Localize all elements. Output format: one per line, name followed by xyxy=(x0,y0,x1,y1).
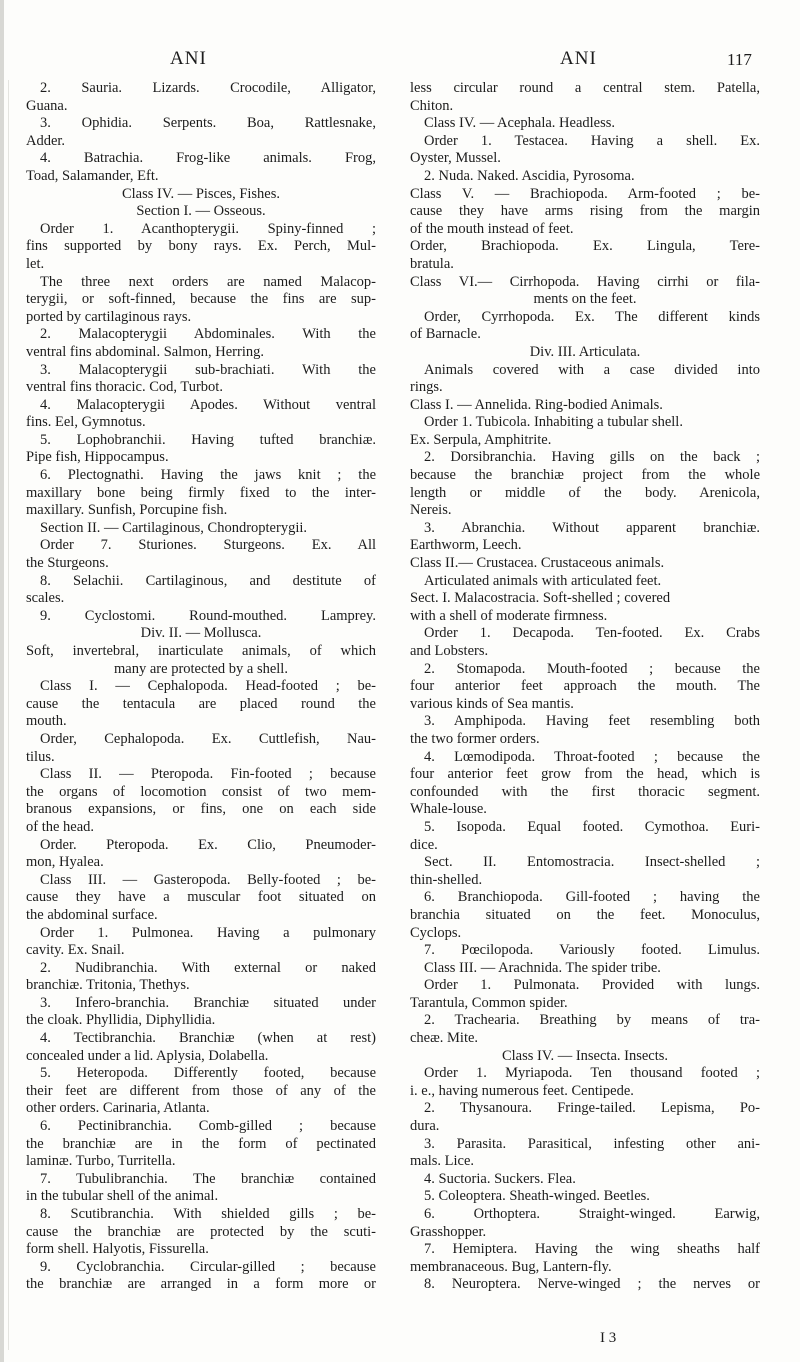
text-line: 7. Hemiptera. Having the wing sheaths half xyxy=(424,1241,760,1258)
text-line: Articulated animals with articulated feet. xyxy=(424,572,662,589)
text-line: Nereis. xyxy=(410,502,452,519)
text-line: cheæ. Mite. xyxy=(410,1030,479,1047)
text-line: cause the tentacula are placed round the xyxy=(26,695,376,712)
text-line: 9. Cyclostomi. Round-mouthed. Lamprey. xyxy=(40,607,376,624)
text-line: Class II. — Pteropoda. Fin-footed ; because xyxy=(40,766,376,783)
text-line: Div. III. Articulata. xyxy=(529,343,641,360)
text-line: 2. Thysanoura. Fringe-tailed. Lepisma, Po- xyxy=(424,1100,760,1117)
text-line: the abdominal surface. xyxy=(26,906,158,923)
text-line: ventral fins abdominal. Salmon, Herring. xyxy=(26,343,264,360)
running-head-left: ANI xyxy=(170,48,207,69)
text-line: Guana. xyxy=(26,97,68,114)
text-line: 8. Selachii. Cartilaginous, and destitute of xyxy=(40,572,376,589)
text-line: Class IV. — Acephala. Headless. xyxy=(424,115,616,132)
text-line: Class I. — Cephalopoda. Head-footed ; be- xyxy=(40,678,376,695)
text-line: with a shell of moderate firmness. xyxy=(410,607,608,624)
text-line: 6. Plectognathi. Having the jaws knit ; the xyxy=(40,467,376,484)
text-line: Earthworm, Leech. xyxy=(410,537,522,554)
text-line: rings. xyxy=(410,379,443,396)
text-line: i. e., having numerous feet. Centipede. xyxy=(410,1082,634,1099)
text-line: 6. Branchiopoda. Gill-footed ; having the xyxy=(424,889,760,906)
text-line: 3. Infero-branchia. Branchiæ situated under xyxy=(40,994,376,1011)
text-column-right xyxy=(410,80,760,1358)
text-line: membranaceous. Bug, Lantern-fly. xyxy=(410,1258,612,1275)
text-line: Order 1. Decapoda. Ten-footed. Ex. Crabs xyxy=(424,625,760,642)
text-line: Order 1. Pulmonea. Having a pulmonary xyxy=(40,924,376,941)
text-line: mouth. xyxy=(26,713,67,730)
text-line: less circular round a central stem. Patella, xyxy=(410,80,760,96)
text-line: the cloak. Phyllidia, Diphyllidia. xyxy=(26,1012,216,1029)
text-line: branous expansions, or fins, one on each side xyxy=(26,801,376,818)
text-line: 6. Pectinibranchia. Comb-gilled ; because xyxy=(40,1118,376,1135)
text-line: confounded with the first thoracic segment. xyxy=(410,783,760,800)
text-line: Order 1. Testacea. Having a shell. Ex. xyxy=(424,132,760,149)
text-line: Soft, invertebral, inarticulate animals, of which xyxy=(26,643,376,659)
text-line: fins. Eel, Gymnotus. xyxy=(26,414,146,431)
signature-mark: I 3 xyxy=(600,1330,617,1346)
text-line: Class III. — Arachnida. The spider tribe. xyxy=(424,959,661,976)
text-line: Order 1. Pulmonata. Provided with lungs. xyxy=(424,977,760,994)
text-line: form shell. Halyotis, Fissurella. xyxy=(26,1241,209,1258)
text-line: 4. Batrachia. Frog-like animals. Frog, xyxy=(40,150,376,167)
text-line: the branchiæ are in the form of pectinated xyxy=(26,1135,376,1152)
text-line: 2. Trachearia. Breathing by means of tra- xyxy=(424,1012,760,1029)
text-line: Animals covered with a case divided into xyxy=(424,361,760,378)
text-line: 2. Malacopterygii Abdominales. With the xyxy=(40,326,376,343)
text-line: other orders. Carinaria, Atlanta. xyxy=(26,1100,210,1117)
text-line: fins supported by bony rays. Ex. Perch, Mul- xyxy=(26,238,376,255)
text-line: maxillary. Sunfish, Porcupine fish. xyxy=(26,502,228,519)
text-line: branchiæ. Tritonia, Thethys. xyxy=(26,977,190,994)
text-line: Toad, Salamander, Eft. xyxy=(26,167,159,184)
text-line: Tarantula, Common spider. xyxy=(410,994,568,1011)
text-line: 5. Isopoda. Equal footed. Cymothoa. Euri- xyxy=(424,818,760,835)
text-line: tilus. xyxy=(26,748,55,765)
text-line: Order 1. Tubicola. Inhabiting a tubular shell. xyxy=(424,414,683,431)
text-line: Pipe fish, Hippocampus. xyxy=(26,449,169,466)
text-line: Class VI.— Cirrhopoda. Having cirrhi or fila- xyxy=(410,273,760,290)
text-line: Div. II. — Mollusca. xyxy=(140,625,262,642)
text-line: Order 1. Myriapoda. Ten thousand footed ; xyxy=(424,1065,760,1082)
text-line: cause they have arms rising from the margin xyxy=(410,203,760,220)
text-line: Section I. — Osseous. xyxy=(136,203,266,220)
text-line: the two former orders. xyxy=(410,730,540,747)
text-line: scales. xyxy=(26,590,65,607)
text-line: 8. Scutibranchia. With shielded gills ; be- xyxy=(40,1206,376,1222)
text-line: ventral fins thoracic. Cod, Turbot. xyxy=(26,379,223,396)
text-line: Class II.— Crustacea. Crustaceous animals. xyxy=(410,555,665,572)
text-line: Class I. — Annelida. Ring-bodied Animals. xyxy=(410,396,663,413)
text-line: 4. Suctoria. Suckers. Flea. xyxy=(424,1170,576,1187)
text-line: dice. xyxy=(410,836,438,853)
text-line: ported by cartilaginous rays. xyxy=(26,308,192,325)
text-line: 2. Nudibranchia. With external or naked xyxy=(40,959,376,976)
text-line: 2. Sauria. Lizards. Crocodile, Alligator, xyxy=(40,80,376,96)
text-line: 2. Dorsibranchia. Having gills on the back ; xyxy=(424,449,760,466)
text-line: concealed under a lid. Aplysia, Dolabella. xyxy=(26,1047,269,1064)
page-binding-edge xyxy=(0,0,4,1362)
text-line: mon, Hyalea. xyxy=(26,854,104,871)
text-line: four anterior feet grow from the head, which is xyxy=(410,766,760,783)
text-line: Grasshopper. xyxy=(410,1223,487,1240)
text-line: 4. Lœmodipoda. Throat-footed ; because the xyxy=(424,748,760,765)
text-line: in the tubular shell of the animal. xyxy=(26,1188,219,1205)
text-line: The three next orders are named Malacop- xyxy=(40,273,376,290)
text-line: 5. Heteropoda. Differently footed, because xyxy=(40,1065,376,1082)
text-line: the branchiæ are arranged in a form more or xyxy=(26,1276,376,1293)
text-line: laminæ. Turbo, Turritella. xyxy=(26,1153,176,1170)
text-line: 4. Malacopterygii Apodes. Without ventral xyxy=(40,396,376,413)
text-line: 6. Orthoptera. Straight-winged. Earwig, xyxy=(424,1206,760,1222)
text-line: their feet are different from those of any of the xyxy=(26,1082,376,1099)
text-line: 7. Pœcilopoda. Variously footed. Limulus. xyxy=(424,942,760,959)
text-line: 3. Amphipoda. Having feet resembling both xyxy=(424,713,760,730)
text-line: Sect. II. Entomostracia. Insect-shelled ; xyxy=(424,854,760,871)
text-line: 3. Abranchia. Without apparent branchiæ. xyxy=(424,519,760,536)
text-line: branchia situated on the feet. Monoculus, xyxy=(410,906,760,923)
text-line: various kinds of Sea mantis. xyxy=(410,695,574,712)
text-line: let. xyxy=(26,255,45,272)
text-line: 4. Tectibranchia. Branchiæ (when at rest) xyxy=(40,1030,376,1047)
text-line: 3. Malacopterygii sub-brachiati. With the xyxy=(40,361,376,378)
text-line: and Lobsters. xyxy=(410,643,489,659)
text-line: bratula. xyxy=(410,255,454,272)
text-line: the organs of locomotion consist of two mem- xyxy=(26,783,376,800)
text-line: 3. Parasita. Parasitical, infesting other ani- xyxy=(424,1135,760,1152)
text-line: Cyclops. xyxy=(410,924,462,941)
text-line: Sect. I. Malacostracia. Soft-shelled ; covered xyxy=(410,590,671,607)
text-line: 2. Nuda. Naked. Ascidia, Pyrosoma. xyxy=(424,167,635,184)
text-line: 5. Coleoptera. Sheath-winged. Beetles. xyxy=(424,1188,650,1205)
text-line: Order, Cyrrhopoda. Ex. The different kinds xyxy=(424,308,760,325)
text-line: many are protected by a shell. xyxy=(114,660,288,677)
text-line: Order, Brachiopoda. Ex. Lingula, Tere- xyxy=(410,238,760,255)
text-line: Ex. Serpula, Amphitrite. xyxy=(410,431,552,448)
text-line: cause the branchiæ are protected by the scuti- xyxy=(26,1223,376,1240)
text-line: Adder. xyxy=(26,132,66,149)
text-line: 5. Lophobranchii. Having tufted branchiæ. xyxy=(40,431,376,448)
text-line: 3. Ophidia. Serpents. Boa, Rattlesnake, xyxy=(40,115,376,132)
text-line: because the branchiæ project from the whole xyxy=(410,467,760,484)
text-line: 9. Cyclobranchia. Circular-gilled ; because xyxy=(40,1258,376,1275)
text-line: Whale-louse. xyxy=(410,801,487,818)
text-line: the Sturgeons. xyxy=(26,555,109,572)
text-column-left xyxy=(26,80,376,1358)
text-line: mals. Lice. xyxy=(410,1153,475,1170)
text-line: Order 1. Acanthopterygii. Spiny-finned ; xyxy=(40,220,376,237)
text-line: 2. Stomapoda. Mouth-footed ; because the xyxy=(424,660,760,677)
text-line: dura. xyxy=(410,1118,440,1135)
text-line: Chiton. xyxy=(410,97,454,114)
text-line: Class V. — Brachiopoda. Arm-footed ; be- xyxy=(410,185,760,202)
text-line: 8. Neuroptera. Nerve-winged ; the nerves or xyxy=(424,1276,760,1293)
text-line: Section II. — Cartilaginous, Chondropterygii. xyxy=(40,519,308,536)
text-line: of the head. xyxy=(26,818,95,835)
text-line: Order, Cephalopoda. Ex. Cuttlefish, Nau- xyxy=(40,730,376,747)
text-line: cause they have a muscular foot situated on xyxy=(26,889,376,906)
text-line: Order 7. Sturiones. Sturgeons. Ex. All xyxy=(40,537,376,554)
page-number: 117 xyxy=(727,50,752,69)
text-line: Oyster, Mussel. xyxy=(410,150,501,167)
text-line: length or middle of the body. Arenicola, xyxy=(410,484,760,501)
running-head-right: ANI xyxy=(560,48,597,69)
text-line: 7. Tubulibranchia. The branchiæ contained xyxy=(40,1170,376,1187)
text-line: Class IV. — Insecta. Insects. xyxy=(501,1047,669,1064)
text-line: ments on the feet. xyxy=(533,291,637,308)
text-line: cavity. Ex. Snail. xyxy=(26,942,125,959)
text-line: maxillary bone being firmly fixed to the inter- xyxy=(26,484,376,501)
text-line: of the mouth instead of feet. xyxy=(410,220,574,237)
text-line: terygii, or soft-finned, because the fins are sup- xyxy=(26,291,376,308)
text-line: four anterior feet approach the mouth. The xyxy=(410,678,760,695)
text-line: Order. Pteropoda. Ex. Clio, Pneumoder- xyxy=(40,836,376,853)
margin-rule xyxy=(8,80,9,1350)
text-line: of Barnacle. xyxy=(410,326,481,343)
text-line: thin-shelled. xyxy=(410,871,483,888)
text-line: Class IV. — Pisces, Fishes. xyxy=(121,185,281,202)
text-line: Class III. — Gasteropoda. Belly-footed ; be- xyxy=(40,871,376,888)
